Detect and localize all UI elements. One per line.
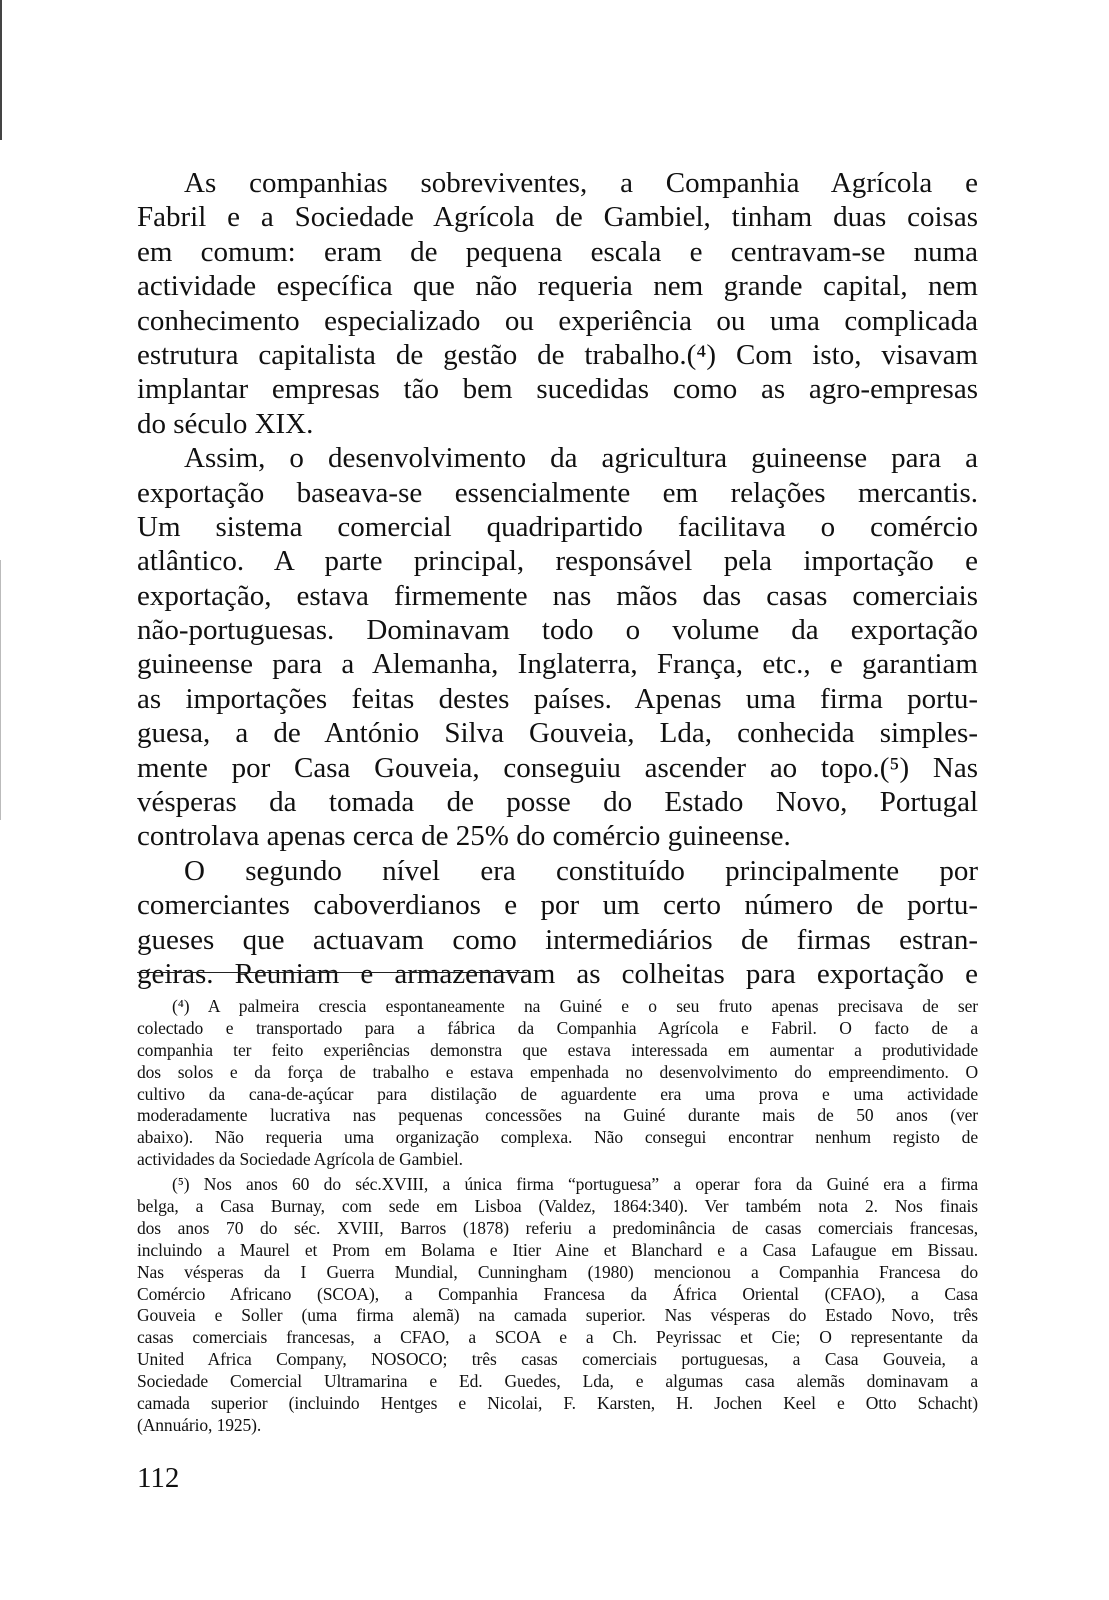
text-line: implantar empresas tão bem sucedidas como as agro-empresas xyxy=(137,373,978,406)
text-line: controlava apenas cerca de 25% do comércio guineense. xyxy=(137,820,791,853)
text-line: atlântico. A parte principal, responsável pela importação e xyxy=(137,545,978,578)
footnotes xyxy=(137,996,978,1440)
text-line: guesa, a de António Silva Gouveia, Lda, conhecida simples- xyxy=(137,717,978,750)
body-text xyxy=(137,166,978,991)
footnote-line: (Annuário, 1925). xyxy=(137,1414,262,1435)
text-line: Fabril e a Sociedade Agrícola de Gambiel, tinham duas coisas xyxy=(137,201,978,234)
text-line: guineense para a Alemanha, Inglaterra, França, etc., e garantiam xyxy=(137,648,978,681)
footnote xyxy=(137,996,978,1171)
text-line: em comum: eram de pequena escala e centravam-se numa xyxy=(137,235,978,268)
footnote-line: Sociedade Comercial Ultramarina e Ed. Guedes, Lda, e algumas casa alemãs dominavam a xyxy=(137,1371,978,1392)
footnote-line: casas comerciais francesas, a CFAO, a SCOA e a Ch. Peyrissac et Cie; O representante da xyxy=(137,1327,978,1348)
footnote-line: camada superior (incluindo Hentges e Nicolai, F. Karsten, H. Jochen Keel e Otto Schacht) xyxy=(137,1393,978,1414)
footnote-separator xyxy=(137,972,527,973)
footnote-line: United Africa Company, NOSOCO; três casas comerciais portuguesas, a Casa Gouveia, a xyxy=(137,1349,978,1370)
footnote-line: moderadamente lucrativa nas pequenas concessões na Guiné durante mais de 50 anos (ver xyxy=(137,1105,978,1126)
footnote-line: Comércio Africano (SCOA), a Companhia Francesa da África Oriental (CFAO), a Casa xyxy=(137,1283,978,1304)
text-line: Assim, o desenvolvimento da agricultura guineense para a xyxy=(184,442,978,475)
text-line: geiras. Reuniam e armazenavam as colheitas para exportação e xyxy=(137,957,978,990)
text-line: Um sistema comercial quadripartido facilitava o comércio xyxy=(137,510,978,543)
paragraph xyxy=(137,854,978,992)
footnote-line: actividades da Sociedade Agrícola de Gambiel. xyxy=(137,1149,463,1170)
text-line: exportação, estava firmemente nas mãos das casas comerciais xyxy=(137,579,978,612)
footnote-line: cultivo da cana-de-açúcar para distilação de aguardente era uma prova e uma actividade xyxy=(137,1083,978,1104)
text-line: As companhias sobreviventes, a Companhia Agrícola e xyxy=(184,167,978,199)
footnote-line: dos anos 70 do séc. XVIII, Barros (1878) referiu a predominância de casas comerciais francesas, xyxy=(137,1217,978,1238)
footnote-line: Nas vésperas da I Guerra Mundial, Cunningham (1980) mencionou a Companhia Francesa do xyxy=(137,1261,978,1282)
paragraph xyxy=(137,166,978,441)
footnote-line: belga, a Casa Burnay, com sede em Lisboa (Valdez, 1864:340). Ver também nota 2. Nos finais xyxy=(137,1196,978,1217)
text-line: vésperas da tomada de posse do Estado Novo, Portugal xyxy=(137,786,978,819)
footnote-line: incluindo a Maurel et Prom em Bolama e Itier Aine et Blanchard e a Casa Lafaugue em Bissau. xyxy=(137,1239,978,1260)
text-line: as importações feitas destes países. Apenas uma firma portu- xyxy=(137,682,978,715)
footnote-line: companhia ter feito experiências demonstra que estava interessada em aumentar a produtividade xyxy=(137,1039,978,1060)
footnote-line: abaixo). Não requeria uma organização complexa. Não consegui encontrar nenhum registo de xyxy=(137,1127,978,1148)
paragraph xyxy=(137,441,978,854)
page-number: 112 xyxy=(137,1462,180,1494)
footnote-line: colectado e transportado para a fábrica da Companhia Agrícola e Fabril. O facto de a xyxy=(137,1017,978,1038)
text-line: não-portuguesas. Dominavam todo o volume da exportação xyxy=(137,614,978,647)
footnote-line: (⁵) Nos anos 60 do séc.XVIII, a única firma “portuguesa” a operar fora da Guiné era a firma xyxy=(172,1174,978,1195)
text-line: conhecimento especializado ou experiência ou uma complicada xyxy=(137,304,978,337)
scan-edge-artifact xyxy=(0,560,1,820)
text-line: comerciantes caboverdianos e por um certo número de portu- xyxy=(137,889,978,922)
text-line: actividade específica que não requeria nem grande capital, nem xyxy=(137,270,978,303)
text-line: gueses que actuavam como intermediários de firmas estran- xyxy=(137,923,978,956)
text-line: exportação baseava-se essencialmente em relações mercantis. xyxy=(137,476,978,509)
footnote-line: dos solos e da força de trabalho e estava empenhada no desenvolvimento do empreendimento. O xyxy=(137,1061,978,1082)
text-line: do século XIX. xyxy=(137,407,314,440)
footnote-line: Gouveia e Soller (uma firma alemã) na camada superior. Nas vésperas do Estado Novo, três xyxy=(137,1305,978,1326)
text-line: O segundo nível era constituído principalmente por xyxy=(184,854,978,887)
footnote-line: (⁴) A palmeira crescia espontaneamente na Guiné e o seu fruto apenas precisava de ser xyxy=(172,996,978,1016)
footnote xyxy=(137,1174,978,1437)
text-line: mente por Casa Gouveia, conseguiu ascender ao topo.(⁵) Nas xyxy=(137,751,978,784)
text-line: estrutura capitalista de gestão de trabalho.(⁴) Com isto, visavam xyxy=(137,338,978,371)
scan-edge-artifact xyxy=(0,0,2,140)
